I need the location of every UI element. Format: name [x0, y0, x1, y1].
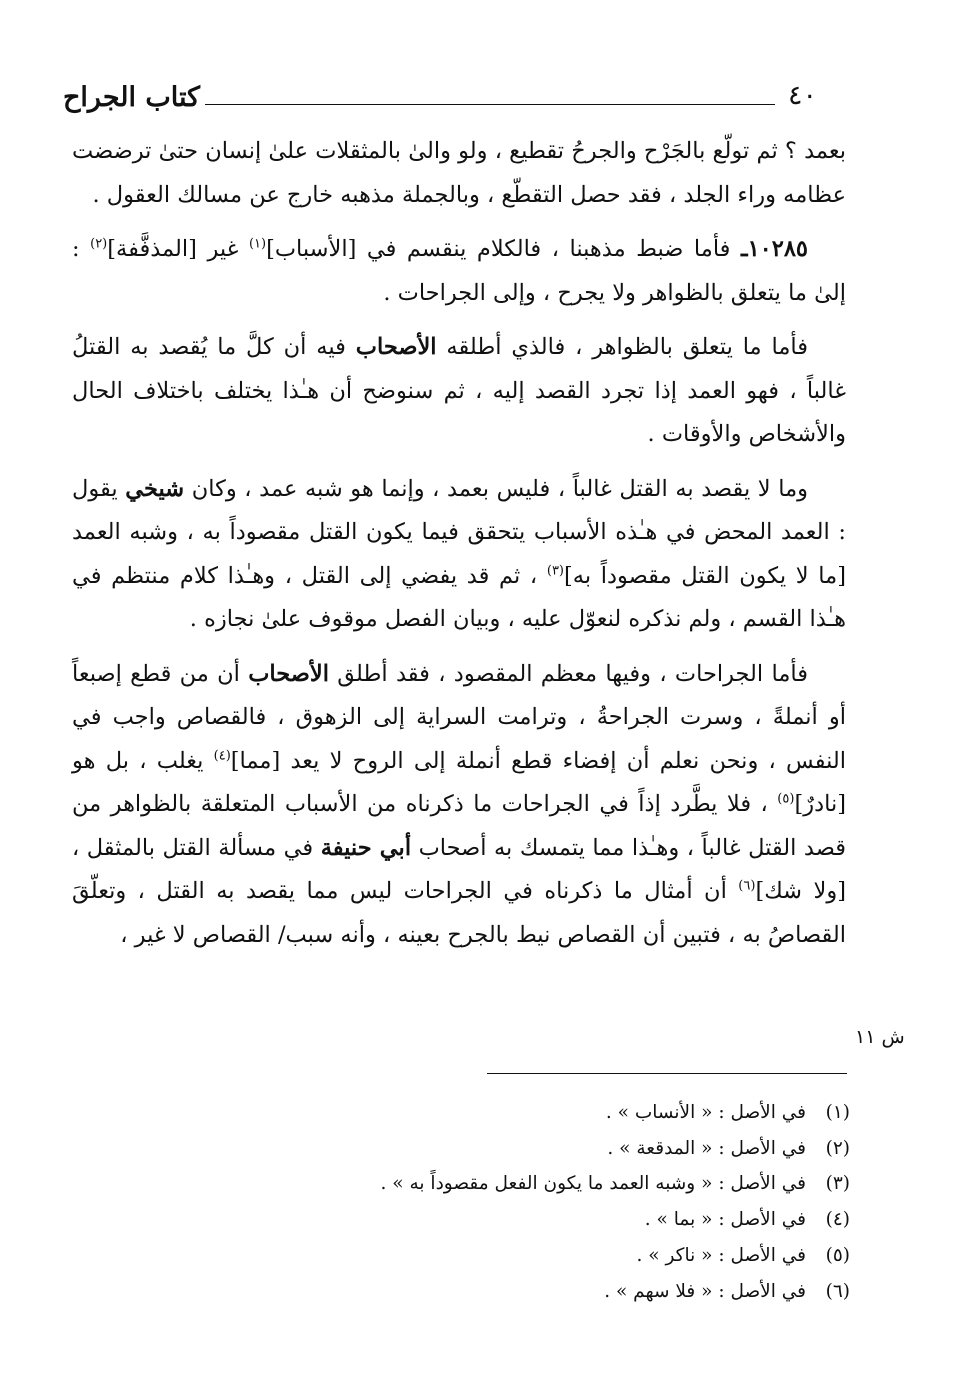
- paragraph-2-rest: : إلىٰ ما يتعلق بالظواهر ولا يجرح ، وإلى الجراحات .: [72, 236, 846, 306]
- footnote-ref-5: (٥): [777, 791, 795, 807]
- footnote-5: [381, 1238, 850, 1274]
- footnote-text: في الأصل : « ناكر » .: [636, 1244, 806, 1266]
- header-rule: [205, 104, 775, 105]
- footnote-6: [381, 1274, 850, 1310]
- paragraph-2-mid: غير [المذفَّفة]: [107, 236, 249, 262]
- footnote-text: في الأصل : « المدقعة » .: [607, 1137, 806, 1159]
- paragraph-4-rest-a: يقول : العمد المحض في هـٰذه الأسباب يتحقق فيما يكون القتل مقصوداً به ، وشبه العمد [ما لا يكون القتل مقصوداً به]: [72, 475, 846, 589]
- footnote-number: (٣): [825, 1173, 850, 1195]
- paragraph-4-text: وما لا يقصد به القتل غالباً ، فليس بعمد ، وإنما هو شبه عمد ، وكان: [191, 475, 808, 502]
- footnote-number: (١): [825, 1102, 850, 1123]
- footnote-text: في الأصل : « وشبه العمد ما يكون الفعل مقصوداً به » .: [380, 1173, 806, 1195]
- paragraph-5-c: ، فلا يطَّرد إذاً في الجراحات ما ذكرناه من الأسباب المتعلقة بالظواهر من قصد القتل غالباً ، وهـٰذا مما يتمسك به أصحاب: [72, 791, 846, 861]
- paragraph-4-rest-b: ، ثم قد يفضي إلى القتل ، وهـٰذا كلام منتظم في هـٰذا القسم ، ولم نذكره لنعوّل عليه ، وبيان الفصل موقوف علىٰ نجازه .: [72, 562, 846, 632]
- paragraph-5-d: في مسألة القتل بالمثقل ، [ولا شك]: [72, 834, 846, 904]
- footnote-ref-6: (٦): [738, 878, 756, 894]
- paragraph-5-text: فأما الجراحات ، وفيها معظم المقصود ، فقد أطلق: [337, 660, 808, 687]
- footnote-4: [381, 1202, 850, 1238]
- footnote-text: في الأصل : « الأنساب » .: [605, 1102, 806, 1123]
- paragraph-5: [72, 653, 846, 958]
- page-number: ٤٠: [788, 80, 818, 111]
- paragraph-3: [72, 326, 846, 457]
- footnote-number: (٥): [825, 1244, 850, 1266]
- footnote-number: (٦): [825, 1280, 850, 1302]
- bold-term: الأصحاب: [248, 660, 329, 687]
- paragraph-2-text: فأما ضبط مذهبنا ، فالكلام ينقسم في [الأسباب]: [266, 236, 731, 262]
- paragraph-3-text: فأما ما يتعلق بالظواهر ، فالذي أطلقه: [446, 334, 809, 360]
- footnote-ref-2: (٢): [90, 236, 108, 252]
- bold-term: شيخي: [125, 475, 185, 502]
- paragraph-5-e: أن أمثال ما ذكرناه في الجراحات ليس مما يقصد به القتل ، وتعلّقَ القصاصُ به ، فتبين أن القصاص نيط بالجرح بعينه ، وأنه سبب/ القصاص لا غير ،: [72, 878, 846, 948]
- paragraph-1: بعمد ؟ ثم تولّع بالجَرْح والجرحُ تقطيع ، ولو والىٰ بالمثقلات علىٰ إنسان حتىٰ ترضضت عظامه وراء الجلد ، فقد حصل التقطّع ، وبالجملة مذهبه خارج عن مسالك العقول .: [72, 138, 846, 208]
- footnote-number: (٢): [825, 1137, 850, 1159]
- footnote-rule: [487, 1073, 847, 1074]
- bold-name: أبي حنيفة: [320, 834, 412, 861]
- manuscript-folio-note: ش ١١: [855, 1026, 905, 1048]
- paragraph-3-rest: فيه أن كلَّ ما يُقصد به القتلُ غالباً ، فهو العمد إذا تجرد القصد إليه ، ثم سنوضح أن هـٰذا يختلف باختلاف الحال والأشخاص والأوقات .: [72, 334, 846, 447]
- footnote-1: [381, 1095, 850, 1131]
- footnote-ref-1: (١): [248, 236, 267, 252]
- footnote-2: [381, 1131, 850, 1167]
- footnote-text: في الأصل : « بما » .: [644, 1209, 806, 1231]
- footnote-text: في الأصل : « فلا سهم » .: [604, 1280, 806, 1302]
- paragraph-4: [72, 468, 846, 642]
- bold-term: الأصحاب: [355, 334, 437, 360]
- footnotes: [381, 1095, 850, 1309]
- running-title: كتاب الجراح: [63, 82, 201, 113]
- footnote-3: [381, 1166, 850, 1202]
- paragraph-10285: [72, 228, 846, 315]
- body-text: [72, 130, 846, 957]
- issue-number: ١٠٢٨٥ـ: [740, 236, 809, 262]
- paragraph-5-b: يغلب ، بل هو [نادرٌ]: [72, 747, 846, 817]
- footnote-ref-3: (٣): [546, 563, 564, 578]
- paragraph-5-a: أن من قطع إصبعاً أو أنملةً ، وسرت الجراحةُ ، وترامت السراية إلى الزهوق ، فالقصاص واجب في النفس ، ونحن نعلم أن إفضاء قطع أنملة إلى الروح لا يعد [مما]: [72, 660, 846, 774]
- footnote-ref-4: (٤): [213, 748, 231, 763]
- footnote-number: (٤): [825, 1209, 850, 1231]
